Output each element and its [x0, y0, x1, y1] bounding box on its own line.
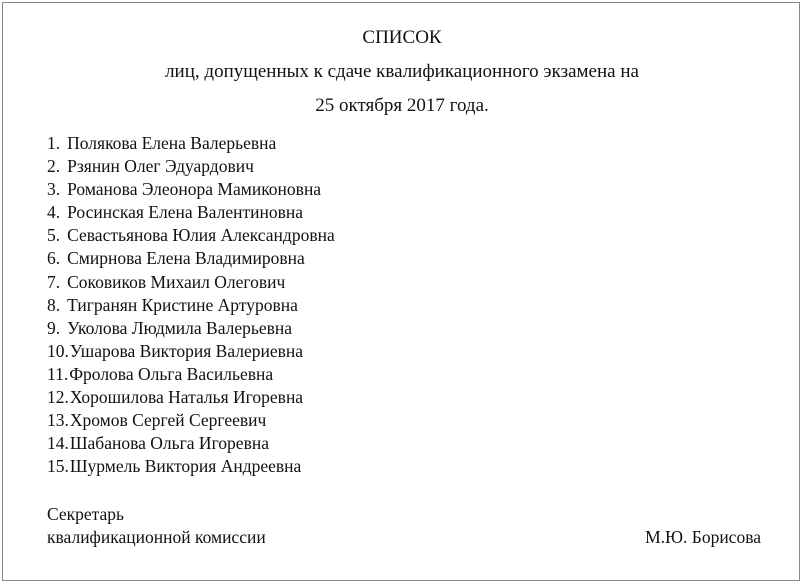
list-item — [47, 409, 335, 432]
list-item-number: 9. — [47, 317, 61, 338]
list-item-number: 13. — [47, 410, 69, 431]
list-item — [47, 224, 335, 247]
list-item-name: Полякова Елена Валерьевна — [67, 133, 277, 153]
admitted-persons-list — [47, 132, 335, 478]
list-item-number: 11. — [47, 363, 69, 384]
list-item — [47, 317, 335, 340]
list-item-name: Соковиков Михаил Олегович — [67, 271, 286, 292]
list-item-name: Романова Элеонора Мамиконовна — [67, 179, 322, 200]
list-item-number: 3. — [47, 179, 61, 200]
list-item-name: Фролова Ольга Васильевна — [69, 363, 274, 384]
list-item-number: 12. — [47, 387, 69, 408]
list-item-name: Ушарова Виктория Валериевна — [69, 340, 304, 361]
signature-role-line-2: квалификационной комиссии — [47, 527, 266, 547]
list-item-number: 1. — [47, 133, 61, 153]
list-item-name: Смирнова Елена Владимировна — [67, 248, 305, 269]
list-item-number: 15. — [47, 456, 69, 477]
list-item — [47, 132, 335, 155]
list-item — [47, 201, 335, 224]
list-item-name: Рзянин Олег Эдуардович — [67, 156, 254, 177]
signature-role — [47, 503, 266, 549]
list-item — [47, 386, 335, 409]
list-item-number: 8. — [47, 294, 61, 315]
list-item — [47, 178, 335, 201]
list-item-name: Уколова Людмила Валерьевна — [67, 317, 293, 338]
list-item-name: Шурмель Виктория Андреевна — [69, 456, 302, 477]
list-item-name: Хорошилова Наталья Игоревна — [69, 387, 304, 408]
signatory-name: М.Ю. Борисова — [645, 527, 761, 547]
list-item — [47, 455, 335, 478]
list-item-name: Росинская Елена Валентиновна — [67, 202, 303, 223]
list-item — [47, 247, 335, 270]
list-item — [47, 271, 335, 294]
list-item-number: 7. — [47, 271, 61, 292]
list-item-name: Шабанова Ольга Игоревна — [69, 433, 269, 454]
list-item-number: 10. — [47, 340, 69, 361]
list-item-name: Хромов Сергей Сергеевич — [69, 410, 267, 431]
list-item — [47, 363, 335, 386]
list-item — [47, 155, 335, 178]
list-item — [47, 432, 335, 455]
list-item-name: Севастьянова Юлия Александровна — [67, 225, 335, 246]
list-item-number: 4. — [47, 202, 61, 223]
list-item — [47, 340, 335, 363]
document-subtitle: лиц, допущенных к сдаче квалификационного экзамена на — [165, 61, 639, 82]
list-item-name: Тигранян Кристине Артуровна — [67, 294, 298, 315]
exam-date: 25 октября 2017 года. — [315, 95, 489, 116]
list-item — [47, 294, 335, 317]
signature-role-line-1: Секретарь — [47, 504, 125, 524]
list-item-number: 6. — [47, 248, 61, 269]
list-item-number: 2. — [47, 156, 61, 177]
list-item-number: 14. — [47, 433, 69, 454]
list-item-number: 5. — [47, 225, 61, 246]
document-title: СПИСОК — [362, 27, 442, 48]
